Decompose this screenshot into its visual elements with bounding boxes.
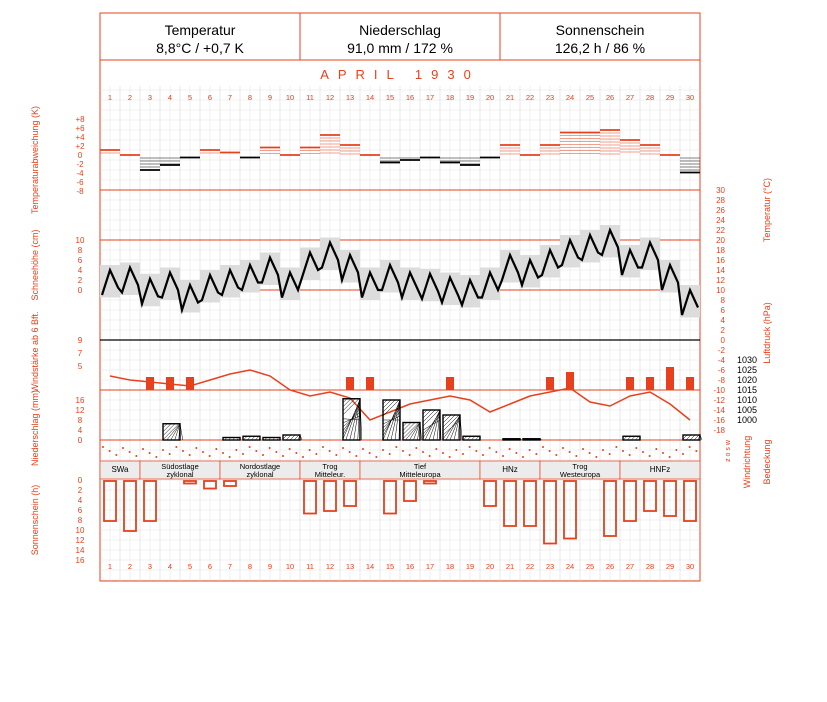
temperature-tick: -4 (717, 356, 725, 365)
snow-tick: 6 (77, 256, 83, 265)
day-label-top: 13 (345, 93, 355, 102)
wind-direction-mark (369, 452, 371, 454)
wind-direction-mark (515, 452, 517, 454)
temperature-summary: 8,8°C / +0,7 K (156, 40, 244, 56)
snow-tick: 0 (77, 286, 83, 295)
weather-type-label: Trog (322, 462, 338, 471)
precipitation-hatch (686, 435, 691, 440)
day-label-bottom: 23 (545, 562, 555, 571)
precipitation-tick: 0 (77, 436, 83, 445)
wind-direction-mark (222, 452, 224, 454)
wind-direction-mark (129, 451, 131, 453)
day-label-bottom: 29 (665, 562, 675, 571)
temperature-tick: -6 (717, 366, 725, 375)
precipitation-summary: 91,0 mm / 172 % (347, 40, 453, 56)
day-label-bottom: 8 (247, 562, 253, 571)
snow-tick: 2 (77, 276, 83, 285)
wind-direction-mark (122, 447, 124, 449)
day-label-top: 18 (445, 93, 455, 102)
wind-direction-mark (362, 448, 364, 450)
wind-direction-mark (695, 450, 697, 452)
temp-anomaly-tick: -8 (76, 187, 84, 196)
wind-direction-mark (629, 454, 631, 456)
weather-type-label: Westeuropa (559, 470, 601, 479)
wind-direction-mark (642, 451, 644, 453)
wind-direction-label: Windrichtung (742, 435, 752, 489)
wind-strength-label: Windstärke ab 6 Bft. (30, 311, 40, 393)
wind-direction-mark (615, 446, 617, 448)
wind-direction-mark (169, 453, 171, 455)
precipitation-hatch (433, 410, 440, 440)
wind-direction-mark (395, 446, 397, 448)
day-label-bottom: 27 (625, 562, 635, 571)
pressure-tick: 1030 (736, 355, 758, 365)
temperature-tick: -18 (713, 426, 725, 435)
day-label-top: 24 (565, 93, 575, 102)
wind-direction-mark (415, 447, 417, 449)
day-label-top: 14 (365, 93, 375, 102)
wind-direction-mark (622, 450, 624, 452)
day-label-bottom: 19 (465, 562, 475, 571)
weather-type-label: zyklonal (246, 470, 274, 479)
sunshine-label: Sonnenschein (h) (30, 484, 40, 556)
wind-strength-bar (546, 377, 554, 390)
temperature-tick: 26 (716, 206, 725, 215)
precipitation-tick: 8 (77, 416, 83, 425)
wind-direction-mark (189, 454, 191, 456)
day-label-bottom: 1 (107, 562, 113, 571)
wind-strength-bar (626, 377, 634, 390)
day-label-top: 4 (167, 93, 173, 102)
snow-tick: 4 (77, 266, 83, 275)
day-label-bottom: 20 (485, 562, 495, 571)
wind-direction-mark (435, 448, 437, 450)
wind-direction-mark (595, 456, 597, 458)
wind-direction-mark (315, 453, 317, 455)
temperature-tick: -16 (713, 416, 725, 425)
temperature-title: Temperatur (164, 22, 236, 38)
wind-direction-mark (235, 449, 237, 451)
weather-type-label: Mitteleuropa (399, 470, 441, 479)
temperature-tick: 12 (716, 276, 725, 285)
wind-direction-mark (682, 453, 684, 455)
temperature-tick: 28 (716, 196, 725, 205)
sunshine-title: Sonnenschein (555, 22, 645, 38)
wind-direction-mark (355, 455, 357, 457)
day-label-top: 17 (425, 93, 435, 102)
precipitation-bar (283, 435, 300, 440)
day-label-bottom: 3 (147, 562, 153, 571)
day-label-top: 9 (267, 93, 273, 102)
wind-direction-mark (195, 447, 197, 449)
day-label-top: 7 (227, 93, 233, 102)
day-label-bottom: 6 (207, 562, 213, 571)
weather-type-label: HNFz (649, 465, 671, 474)
wind-direction-mark (429, 455, 431, 457)
wind-direction-mark (589, 452, 591, 454)
weather-type-label: Tief (413, 462, 427, 471)
wind-direction-mark (295, 452, 297, 454)
wind-direction-mark (342, 447, 344, 449)
day-label-bottom: 13 (345, 562, 355, 571)
wind-direction-mark (275, 451, 277, 453)
day-label-top: 26 (605, 93, 615, 102)
day-label-top: 30 (685, 93, 695, 102)
wind-direction-mark (335, 454, 337, 456)
wind-direction-mark (375, 456, 377, 458)
wind-tick: 7 (77, 349, 83, 358)
wind-direction-mark (529, 449, 531, 451)
wind-strength-bar (666, 367, 674, 390)
wind-direction-mark (489, 447, 491, 449)
temp-anomaly-tick: 0 (77, 151, 83, 160)
day-label-top: 5 (187, 93, 193, 102)
weather-type-label: HNz (502, 465, 518, 474)
wind-direction-ticks: z o s w (725, 440, 732, 462)
cloud-cover-label: Bedeckung (762, 439, 772, 485)
wind-direction-mark (389, 453, 391, 455)
temperature-tick: 30 (716, 186, 725, 195)
precipitation-hatch (403, 423, 419, 439)
temperature-label: Temperatur (°C) (762, 177, 772, 243)
precipitation-bar (503, 439, 520, 440)
temperature-tick: 16 (716, 256, 725, 265)
precipitation-hatch (403, 423, 411, 431)
wind-direction-mark (322, 446, 324, 448)
weather-type-label: Trog (572, 462, 588, 471)
day-label-bottom: 18 (445, 562, 455, 571)
temp-anomaly-tick: +2 (75, 142, 85, 151)
wind-direction-mark (562, 447, 564, 449)
sunshine-tick: 0 (77, 476, 83, 485)
wind-direction-mark (509, 448, 511, 450)
precipitation-hatch (423, 410, 431, 418)
day-label-bottom: 7 (227, 562, 233, 571)
wind-direction-mark (135, 455, 137, 457)
wind-tick: 5 (77, 362, 83, 371)
day-label-top: 19 (465, 93, 475, 102)
day-label-bottom: 2 (127, 562, 133, 571)
wind-direction-mark (109, 450, 111, 452)
day-label-top: 10 (285, 93, 295, 102)
precipitation-hatch (410, 423, 421, 441)
wind-direction-mark (495, 451, 497, 453)
wind-direction-mark (575, 455, 577, 457)
day-label-top: 15 (385, 93, 395, 102)
wind-direction-mark (609, 453, 611, 455)
temperature-tick: 24 (716, 216, 725, 225)
weather-type-label: SWa (111, 465, 129, 474)
wind-direction-mark (535, 453, 537, 455)
wind-direction-mark (649, 455, 651, 457)
wind-direction-mark (175, 446, 177, 448)
temperature-tick: 10 (716, 286, 725, 295)
day-label-top: 20 (485, 93, 495, 102)
day-label-bottom: 14 (365, 562, 375, 571)
sunshine-tick: 2 (77, 486, 83, 495)
precipitation-label: Niederschlag (mm) (30, 389, 40, 467)
sunshine-tick: 16 (75, 556, 85, 565)
wind-direction-mark (662, 452, 664, 454)
wind-direction-mark (149, 452, 151, 454)
plots (75, 93, 757, 571)
day-label-bottom: 16 (405, 562, 415, 571)
wind-tick: 9 (77, 336, 83, 345)
pressure-tick: 1025 (736, 365, 758, 375)
wind-direction-mark (162, 449, 164, 451)
temp-anomaly-tick: -6 (76, 178, 84, 187)
temp-anomaly-label: Temperaturabweichung (K) (30, 105, 40, 215)
sunshine-summary: 126,2 h / 86 % (554, 40, 646, 56)
sunshine-tick: 8 (77, 516, 83, 525)
precipitation-tick: 16 (75, 396, 85, 405)
wind-direction-mark (202, 451, 204, 453)
day-label-bottom: 5 (187, 562, 193, 571)
wind-direction-mark (655, 448, 657, 450)
precipitation-bar (523, 439, 540, 440)
wind-direction-mark (502, 455, 504, 457)
wind-direction-mark (475, 450, 477, 452)
temperature-tick: -12 (713, 396, 725, 405)
precipitation-bar (683, 435, 700, 440)
precipitation-hatch (443, 415, 451, 423)
temperature-tick: 6 (720, 306, 725, 315)
temp-anomaly-tick: -2 (76, 160, 84, 169)
precipitation-hatch (690, 435, 695, 440)
day-label-top: 6 (207, 93, 213, 102)
wind-direction-mark (689, 446, 691, 448)
wind-direction-mark (442, 452, 444, 454)
day-label-top: 16 (405, 93, 415, 102)
day-label-top: 2 (127, 93, 133, 102)
wind-direction-mark (675, 449, 677, 451)
precipitation-hatch (425, 410, 440, 440)
day-label-bottom: 9 (267, 562, 273, 571)
precipitation-hatch (163, 424, 171, 432)
temperature-tick: 2 (720, 326, 725, 335)
wind-strength-bar (146, 377, 154, 390)
wind-direction-mark (569, 451, 571, 453)
day-label-top: 3 (147, 93, 153, 102)
wind-direction-mark (402, 450, 404, 452)
day-label-bottom: 25 (585, 562, 595, 571)
wind-direction-mark (482, 454, 484, 456)
weather-type-label: Nordostlage (239, 462, 281, 471)
sunshine-tick: 12 (75, 536, 85, 545)
wind-direction-mark (102, 446, 104, 448)
sunshine-tick: 14 (75, 546, 85, 555)
day-label-top: 27 (625, 93, 635, 102)
pressure-label: Luftdruck (hPa) (762, 302, 772, 364)
wind-direction-mark (582, 448, 584, 450)
pressure-tick: 1020 (736, 375, 758, 385)
temperature-tick: 14 (716, 266, 725, 275)
temperature-tick: 4 (720, 316, 725, 325)
day-label-top: 28 (645, 93, 655, 102)
sunshine-tick: 10 (75, 526, 85, 535)
temperature-tick: 0 (720, 336, 725, 345)
day-label-bottom: 10 (285, 562, 295, 571)
day-label-top: 23 (545, 93, 555, 102)
precipitation-tick: 4 (77, 426, 83, 435)
snow-tick: 10 (75, 236, 85, 245)
temperature-tick: 8 (720, 296, 725, 305)
day-label-bottom: 4 (167, 562, 173, 571)
snow-label: Schneehöhe (cm) (30, 229, 40, 301)
day-label-top: 1 (107, 93, 113, 102)
sunshine-tick: 4 (77, 496, 83, 505)
day-label-top: 8 (247, 93, 253, 102)
temp-anomaly-tick: +8 (75, 115, 85, 124)
wind-direction-mark (542, 446, 544, 448)
wind-direction-mark (249, 446, 251, 448)
precipitation-hatch (286, 435, 291, 440)
wind-direction-mark (549, 450, 551, 452)
temperature-tick: -14 (713, 406, 725, 415)
day-label-bottom: 12 (325, 562, 335, 571)
wind-direction-mark (115, 454, 117, 456)
snow-tick: 8 (77, 246, 83, 255)
temp-anomaly-tick: -4 (76, 169, 84, 178)
temp-anomaly-tick: +6 (75, 124, 85, 133)
wind-direction-mark (289, 448, 291, 450)
wind-direction-mark (182, 450, 184, 452)
wind-direction-mark (155, 456, 157, 458)
day-label-bottom: 22 (525, 562, 535, 571)
wind-direction-mark (302, 456, 304, 458)
temperature-tick: 20 (716, 236, 725, 245)
wind-direction-mark (635, 447, 637, 449)
wind-direction-mark (522, 456, 524, 458)
day-label-top: 22 (525, 93, 535, 102)
wind-direction-mark (229, 456, 231, 458)
day-label-bottom: 15 (385, 562, 395, 571)
wind-direction-mark (142, 448, 144, 450)
wind-strength-bar (366, 377, 374, 390)
temperature-tick: -8 (717, 376, 725, 385)
wind-direction-mark (309, 449, 311, 451)
wind-strength-bar (646, 377, 654, 390)
temp-anomaly-tick: +4 (75, 133, 85, 142)
wind-strength-bar (186, 377, 194, 390)
pressure-tick: 1000 (736, 415, 758, 425)
day-label-bottom: 30 (685, 562, 695, 571)
day-label-top: 21 (505, 93, 515, 102)
pressure-tick: 1010 (736, 395, 758, 405)
day-label-bottom: 24 (565, 562, 575, 571)
day-label-bottom: 28 (645, 562, 655, 571)
wind-strength-bar (686, 377, 694, 390)
wind-direction-mark (349, 451, 351, 453)
wind-direction-mark (555, 454, 557, 456)
temperature-tick: -10 (713, 386, 725, 395)
wind-direction-mark (602, 449, 604, 451)
day-label-bottom: 26 (605, 562, 615, 571)
precipitation-hatch (163, 424, 179, 440)
day-label-top: 25 (585, 93, 595, 102)
wind-direction-mark (469, 446, 471, 448)
precipitation-hatch (383, 400, 391, 408)
precipitation-bar (403, 423, 420, 441)
day-label-top: 11 (306, 93, 314, 102)
wind-direction-mark (242, 453, 244, 455)
precipitation-hatch (290, 435, 295, 440)
wind-direction-mark (215, 448, 217, 450)
pressure-tick: 1005 (736, 405, 758, 415)
pressure-tick: 1015 (736, 385, 758, 395)
wind-direction-mark (455, 449, 457, 451)
wind-strength-bar (446, 377, 454, 390)
header (100, 13, 700, 82)
weather-type-label: Mitteleur. (314, 470, 346, 479)
axis-labels (30, 106, 772, 555)
wind-direction-mark (382, 449, 384, 451)
wind-direction-mark (209, 455, 211, 457)
wind-direction-mark (449, 456, 451, 458)
weather-type-label: Südostlage (161, 462, 199, 471)
weather-type-label: zyklonal (166, 470, 194, 479)
wind-strength-bar (346, 377, 354, 390)
wind-direction-mark (269, 447, 271, 449)
day-label-top: 29 (665, 93, 675, 102)
sunshine-tick: 6 (77, 506, 83, 515)
day-label-bottom: 21 (505, 562, 515, 571)
wind-direction-mark (669, 456, 671, 458)
wind-direction-mark (255, 450, 257, 452)
precipitation-hatch (446, 415, 460, 440)
wind-direction-mark (329, 450, 331, 452)
temperature-tick: -2 (717, 346, 725, 355)
day-label-bottom: 11 (306, 562, 314, 571)
temperature-tick: 18 (716, 246, 725, 255)
day-label-top: 12 (325, 93, 335, 102)
month-title: APRIL 1930 (320, 67, 480, 82)
wind-direction-mark (262, 454, 264, 456)
day-label-bottom: 17 (425, 562, 435, 571)
wind-direction-mark (422, 451, 424, 453)
temperature-tick: 22 (716, 226, 725, 235)
wind-direction-mark (462, 453, 464, 455)
wind-direction-mark (409, 454, 411, 456)
precipitation-title: Niederschlag (359, 22, 441, 38)
wind-direction-mark (282, 455, 284, 457)
precipitation-tick: 12 (75, 406, 85, 415)
